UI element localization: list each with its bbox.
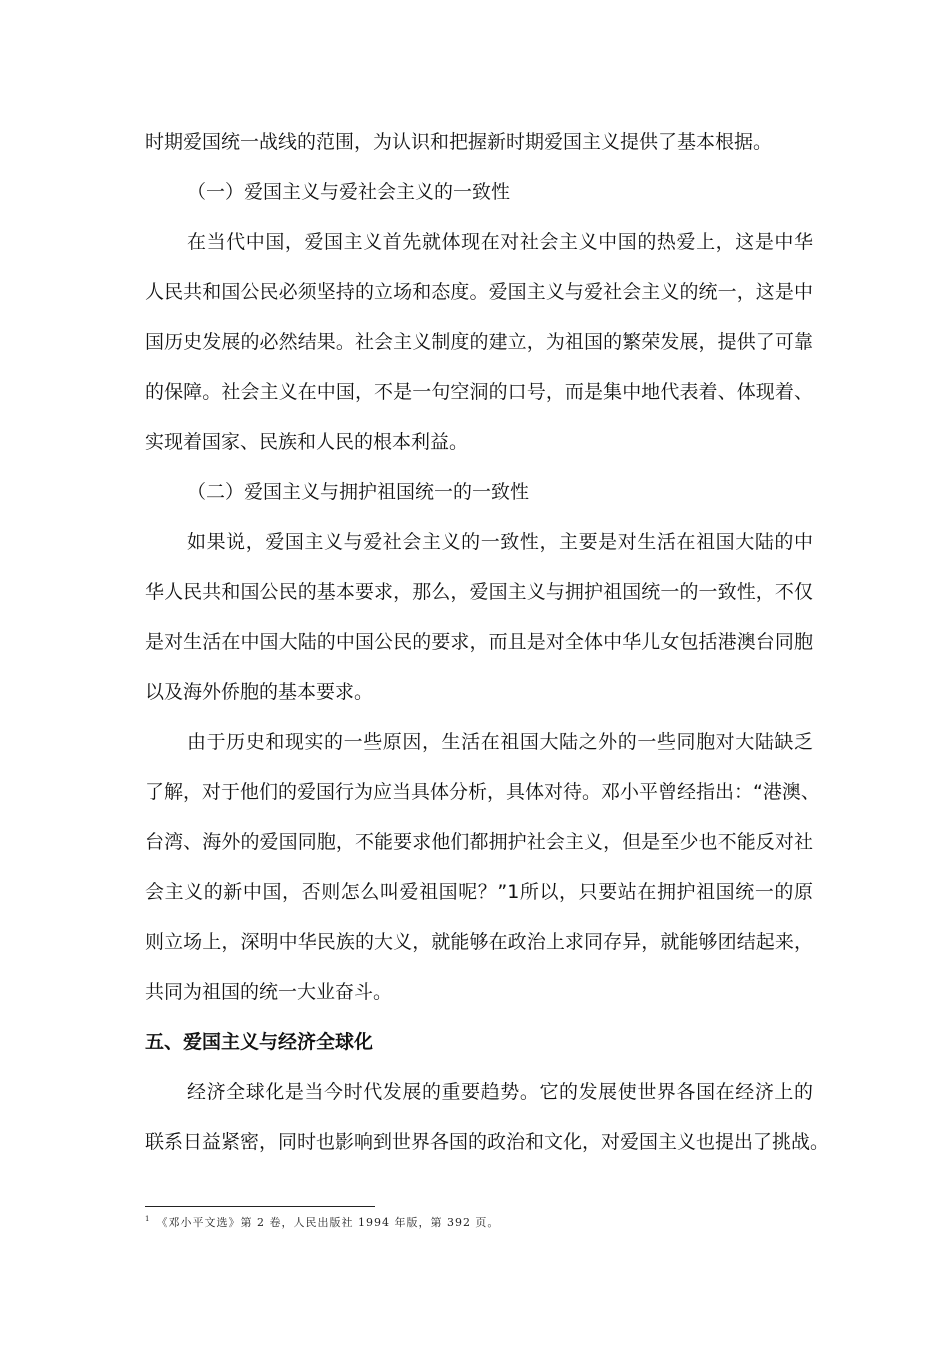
paragraph-line: 联系日益紧密，同时也影响到世界各国的政治和文化，对爱国主义也提出了挑战。 bbox=[145, 1131, 830, 1153]
paragraph-line: 以及海外侨胞的基本要求。 bbox=[145, 681, 374, 703]
footnote-text: 《邓小平文选》第 2 卷，人民出版社 1994 年版，第 392 页。 bbox=[156, 1216, 500, 1229]
paragraph-line-with-footnote bbox=[145, 867, 813, 917]
paragraph-line: 台湾、海外的爱国同胞，不能要求他们都拥护社会主义，但是至少也不能反对社 bbox=[145, 831, 813, 853]
paragraph-line: 人民共和国公民必须坚持的立场和态度。爱国主义与爱社会主义的统一，这是中 bbox=[145, 281, 813, 303]
footnote-marker: 1 bbox=[145, 1215, 151, 1224]
footnote-divider bbox=[145, 1206, 375, 1207]
paragraph-line: 的保障。社会主义在中国，不是一句空洞的口号，而是集中地代表着、体现着、 bbox=[145, 381, 813, 403]
section-subheading: （二）爱国主义与拥护祖国统一的一致性 bbox=[187, 481, 530, 503]
section-heading: 五、爱国主义与经济全球化 bbox=[145, 1031, 374, 1053]
footnote-reference[interactable]: 1 bbox=[507, 881, 520, 903]
paragraph-line: 实现着国家、民族和人民的根本利益。 bbox=[145, 431, 469, 453]
paragraph-line: 共同为祖国的统一大业奋斗。 bbox=[145, 981, 393, 1003]
paragraph-line: 华人民共和国公民的基本要求，那么，爱国主义与拥护祖国统一的一致性，不仅 bbox=[145, 581, 813, 603]
paragraph-text: 会主义的新中国，否则怎么叫爱祖国呢？” bbox=[145, 881, 508, 903]
paragraph-text: 所以，只要站在拥护祖国统一的原 bbox=[519, 881, 813, 903]
section-subheading: （一）爱国主义与爱社会主义的一致性 bbox=[187, 181, 511, 203]
paragraph-line: 由于历史和现实的一些原因，生活在祖国大陆之外的一些同胞对大陆缺乏 bbox=[187, 731, 813, 753]
paragraph-line: 经济全球化是当今时代发展的重要趋势。它的发展使世界各国在经济上的 bbox=[187, 1081, 813, 1103]
paragraph-line: 如果说，爱国主义与爱社会主义的一致性，主要是对生活在祖国大陆的中 bbox=[187, 531, 813, 553]
paragraph-line: 了解，对于他们的爱国行为应当具体分析，具体对待。邓小平曾经指出：“港澳、 bbox=[145, 781, 820, 803]
paragraph-line: 时期爱国统一战线的范围，为认识和把握新时期爱国主义提供了基本根据。 bbox=[145, 131, 773, 153]
paragraph-line: 则立场上，深明中华民族的大义，就能够在政治上求同存异，就能够团结起来， bbox=[145, 931, 813, 953]
paragraph-line: 是对生活在中国大陆的中国公民的要求，而且是对全体中华儿女包括港澳台同胞 bbox=[145, 631, 813, 653]
footnote bbox=[145, 1214, 499, 1230]
paragraph-line: 国历史发展的必然结果。社会主义制度的建立，为祖国的繁荣发展，提供了可靠 bbox=[145, 331, 813, 353]
page-body bbox=[145, 117, 830, 1167]
paragraph-line: 在当代中国，爱国主义首先就体现在对社会主义中国的热爱上，这是中华 bbox=[187, 231, 813, 253]
